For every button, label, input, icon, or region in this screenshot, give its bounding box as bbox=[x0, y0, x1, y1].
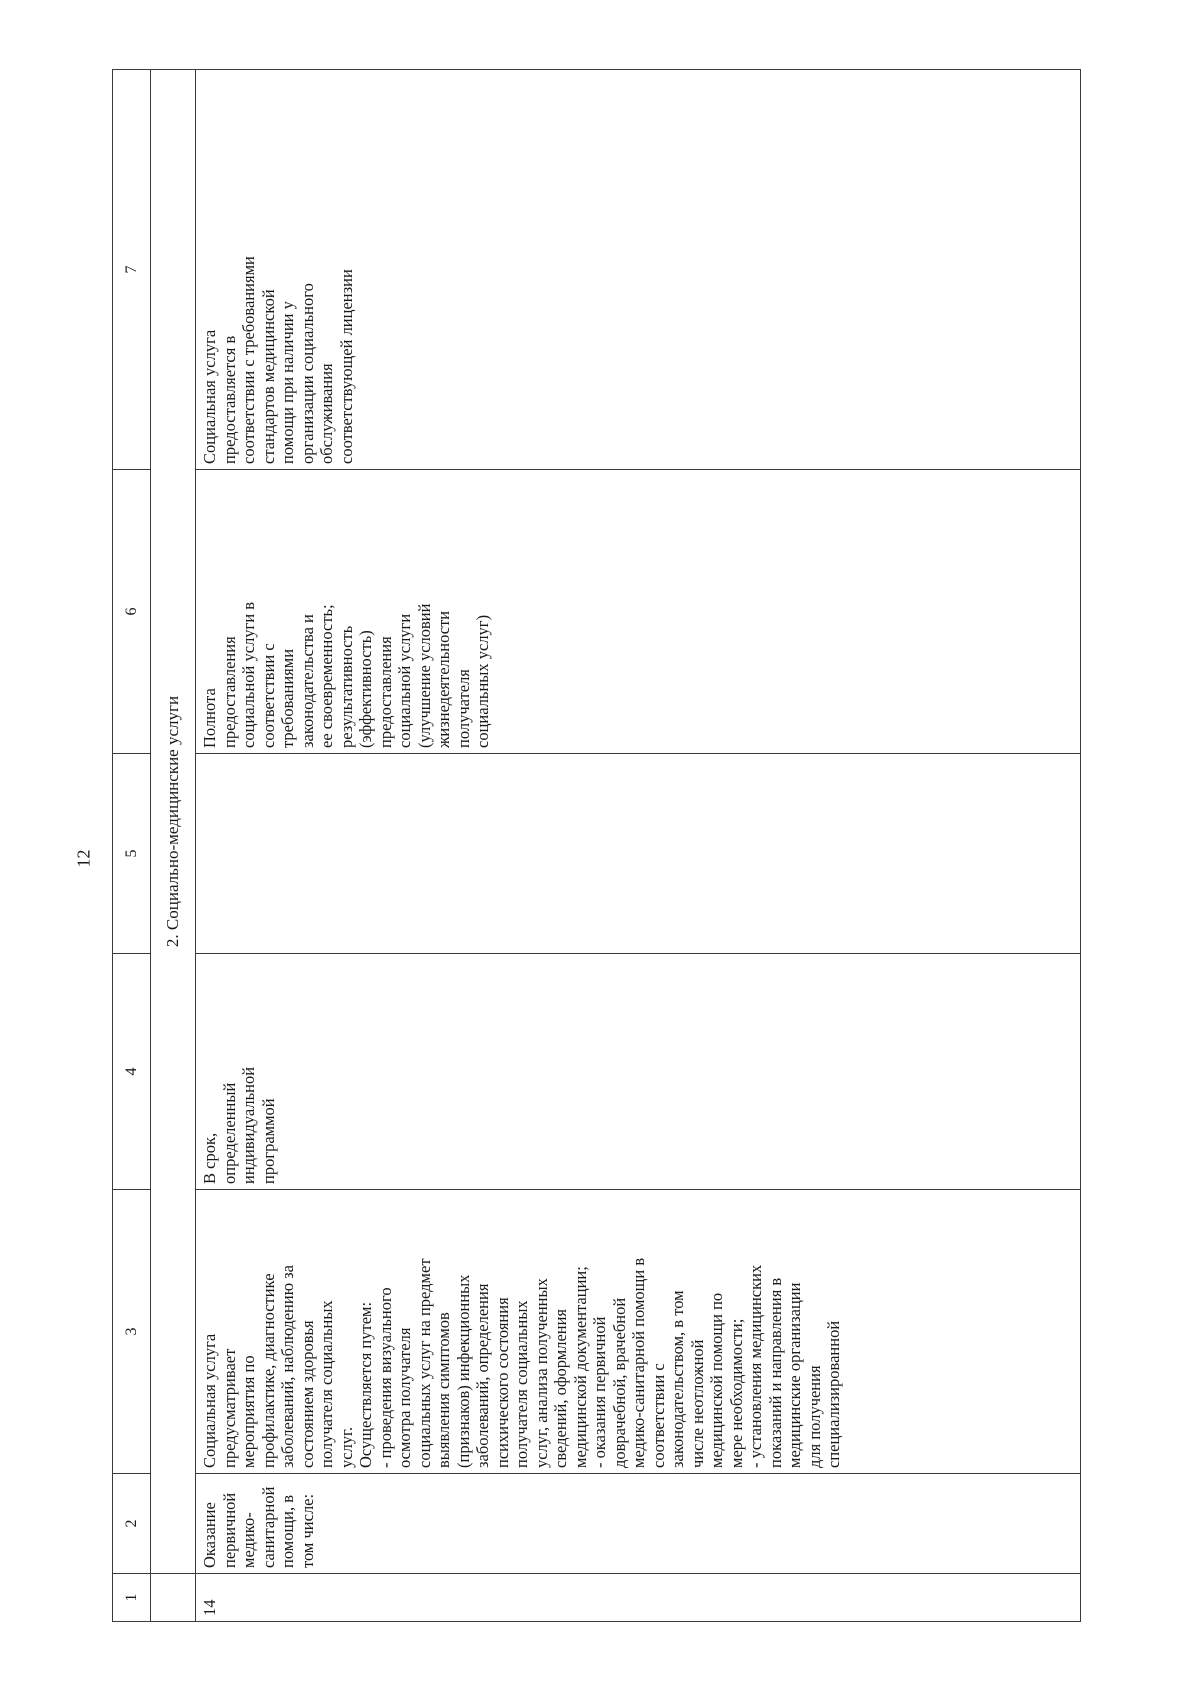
row-number: 14 bbox=[196, 1574, 1081, 1622]
section-row bbox=[151, 70, 196, 1622]
section-spacer-cell bbox=[151, 1574, 196, 1622]
service-quality: Полнота предоставления социальной услуги в соответствии с требованиями законодательства и ее своевременность; результативность (эффективность) предоставления социальной услуги (улучшение условий жизнедеятельности получателя социальных услуг) bbox=[196, 470, 1081, 754]
section-title: 2. Социально-медицинские услуги bbox=[151, 70, 196, 1574]
column-number: 6 bbox=[113, 470, 151, 754]
service-name: Оказание первичной медико-санитарной помощи, в том числе: bbox=[196, 1474, 1081, 1574]
service-description: Социальная услуга предусматривает мероприятия по профилактике, диагностике заболеваний, наблюдению за состоянием здоровья получателя социальных услуг. Осуществляется путем: - проведения визуального осмотра получателя социальных услуг на предмет выявления симптомов (признаков) инфекционных заболеваний, определения психического состояния получателя социальных услуг, анализа полученных сведений, оформления медицинской документации; - оказания первичной доврачебной, врачебной медико-санитарной помощи в соответствии с законодательством, в том числе неотложной медицинской помощи по мере необходимости; - установления медицинских показаний и направления в медицинские организации для получения специализированной bbox=[196, 1190, 1081, 1474]
service-term: В срок, определенный индивидуальной программой bbox=[196, 954, 1081, 1190]
page-number: 12 bbox=[73, 849, 94, 868]
column-number: 1 bbox=[113, 1574, 151, 1622]
service-column-5 bbox=[196, 754, 1081, 954]
column-number: 4 bbox=[113, 954, 151, 1190]
services-table bbox=[112, 69, 1081, 1622]
column-number: 5 bbox=[113, 754, 151, 954]
column-number: 7 bbox=[113, 70, 151, 470]
column-number: 2 bbox=[113, 1474, 151, 1574]
table-row bbox=[196, 70, 1081, 1622]
column-numbers-row bbox=[113, 70, 151, 1622]
service-conditions: Социальная услуга предоставляется в соответствии с требованиями стандартов медицинской помощи при наличии у организации социального обслуживания соответствующей лицензии bbox=[196, 70, 1081, 470]
column-number: 3 bbox=[113, 1190, 151, 1474]
rotated-table-wrapper bbox=[112, 70, 1078, 1622]
